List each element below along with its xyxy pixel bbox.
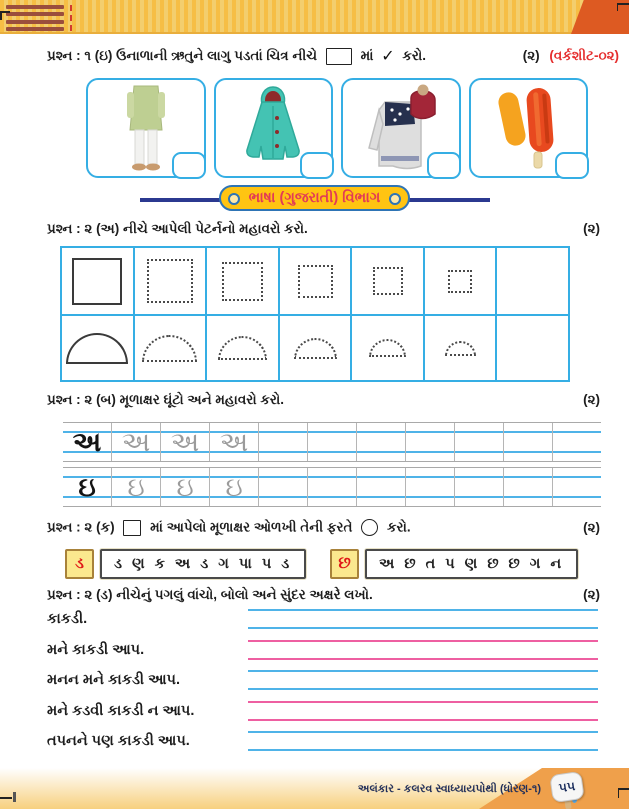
writing-blank-lines[interactable] [248,640,598,660]
pattern-cell[interactable] [135,248,208,314]
question-2b-text: પ્રશ્ન : ૨ (બ) મૂળાક્ષર ઘૂંટો અને મહાવરો કરો. [47,392,284,407]
marks-badge: (૨) [583,392,600,407]
section-banner-pill [219,185,411,211]
empty-trace-cell[interactable] [504,423,553,461]
letter-strip[interactable]: અ છ ત પ ણ છ છ ગ ન [365,549,578,579]
empty-trace-cell[interactable] [308,468,357,506]
writing-row [45,670,598,690]
crop-mark [0,11,2,20]
question-2d-text: પ્રશ્ન : ૨ (ડ) નીચેનું પગલું વાંચો, બોલો અને સુંદર અક્ષરે લખો. [47,587,373,602]
question-2k-text [47,519,411,536]
question-2k-suffix: કરો. [387,519,411,535]
model-letter: ઇ [63,468,112,506]
question-2k-prefix: પ્રશ્ન : ૨ (ક) [47,519,115,535]
crop-mark [618,788,620,798]
check-icon: ✓ [381,48,395,65]
writing-prompt: મને કાકડી આપ. [47,641,145,658]
crop-mark [617,3,619,11]
circle-icon [361,519,378,536]
section-banner [0,185,629,215]
picture-box-ice-candy [469,78,589,178]
dotted-semicircle-shape [218,336,267,360]
letter-strip[interactable]: ડ ણ ક અ ડ ગ પા પ ડ [100,549,306,579]
pattern-cell [62,316,135,380]
pattern-practice-table [60,246,570,382]
pattern-cell [62,248,135,314]
writing-prompt: કાકડી. [47,611,88,627]
empty-trace-cell[interactable] [553,468,601,506]
empty-trace-cell[interactable] [406,423,455,461]
writing-row [45,731,598,751]
traced-letter[interactable]: અ [112,423,161,461]
letter-search-group-da [65,549,306,579]
section-banner-title: ભાષા (ગુજરાતી) વિભાગ [248,190,381,206]
writing-blank-lines[interactable] [248,701,598,721]
kurta-pajama-illustration [110,84,182,172]
pattern-cell[interactable] [207,248,280,314]
solid-semicircle-shape [66,333,128,364]
letter-tracing-row-i[interactable] [63,467,601,507]
target-letter-box: છ [330,549,359,579]
traced-letter[interactable]: ઇ [210,468,259,506]
binding-bars-decoration [6,5,72,31]
empty-trace-cell[interactable] [504,468,553,506]
writing-prompt: મનન મને કાકડી આપ. [47,672,180,688]
question-2a-row [47,221,600,237]
pattern-cell[interactable] [352,316,425,380]
pattern-cell[interactable] [425,316,498,380]
question-1-prefix: પ્રશ્ન : ૧ (ઇ) ઉનાળાની ઋતુને લાગુ પડતાં ચિત્ર નીચે [47,48,318,63]
traced-letter[interactable]: ઇ [161,468,210,506]
picture-box-kurta-pajama [86,78,206,178]
traced-letter[interactable]: અ [210,423,259,461]
marks-badge: (૨) [522,48,540,63]
writing-prompt: મને કડવી કાકડી ન આપ. [47,702,195,719]
semicircle-pattern-row [62,314,568,380]
pattern-cell[interactable] [280,248,353,314]
writing-blank-lines[interactable] [248,731,598,751]
marks-badge: (૨) [583,221,600,236]
question-2d-row [47,587,600,603]
pattern-cell[interactable] [135,316,208,380]
letter-tracing-row-a[interactable] [63,422,601,462]
pattern-cell[interactable] [425,248,498,314]
empty-trace-cell[interactable] [357,423,406,461]
writing-row [45,640,598,660]
question-1-right [523,48,619,64]
writing-blank-lines[interactable] [248,670,598,690]
traced-letter[interactable]: ઇ [112,468,161,506]
question-1-text [47,46,426,66]
writing-prompt: તપનને પણ કાકડી આપ. [47,733,190,749]
empty-trace-cell[interactable] [357,468,406,506]
top-right-orange-block [571,0,629,34]
dotted-square-shape [373,267,403,295]
crop-mark [0,11,10,13]
writing-row [45,609,598,629]
question-2k-row [47,519,600,536]
empty-trace-cell[interactable] [259,423,308,461]
pattern-cell-empty[interactable] [497,248,568,314]
empty-trace-cell[interactable] [259,468,308,506]
clothing-picture-row [86,78,588,178]
dotted-semicircle-shape [369,339,406,357]
dotted-semicircle-shape [142,335,197,362]
writing-blank-lines[interactable] [248,609,598,629]
crop-mark [0,797,12,799]
dotted-square-shape [448,270,472,293]
pattern-cell[interactable] [352,248,425,314]
writing-row [45,701,598,721]
target-letter-box: ડ [65,549,94,579]
crop-mark [13,792,16,802]
book-title-footer: અલંકાર - કલરવ સ્વાધ્યાયપોથી (ધોરણ-૧) [357,783,541,795]
top-decoration-band [0,0,629,34]
empty-trace-cell[interactable] [308,423,357,461]
solid-square-shape [72,258,122,305]
answer-checkbox[interactable] [555,152,589,179]
checkbox-icon [123,520,141,536]
dotted-square-shape [222,262,263,301]
letter-search-group-chha [330,549,578,579]
picture-box-raincoat [214,78,334,178]
page-number-badge: ૫૫ [549,771,585,803]
empty-trace-cell[interactable] [455,468,504,506]
answer-checkbox[interactable] [172,152,206,179]
answer-checkbox[interactable] [427,152,461,179]
marks-badge: (૨) [583,519,600,535]
dotted-semicircle-shape [294,338,337,359]
empty-trace-cell[interactable] [455,423,504,461]
question-1-row [47,46,619,66]
pattern-cell[interactable] [280,316,353,380]
empty-trace-cell[interactable] [553,423,601,461]
handwriting-practice-area [45,609,598,762]
picture-box-sweater [341,78,461,178]
question-2a-text: પ્રશ્ન : ૨ (અ) નીચે આપેલી પેટર્નનો મહાવરો કરો. [47,221,308,236]
traced-letter[interactable]: અ [161,423,210,461]
pattern-cell-empty[interactable] [497,316,568,380]
worksheet-reference: (વર્કશીટ-૦૨) [549,48,619,63]
question-1-suffix: કરો. [402,48,427,63]
crop-mark [617,3,629,5]
question-2k-mid: માં આપેલો મૂળાક્ષર ઓળખી તેની ફરતે [150,519,353,535]
dotted-square-shape [147,259,193,303]
pattern-cell[interactable] [207,316,280,380]
checkbox-icon [326,48,352,65]
model-letter: અ [63,423,112,461]
dotted-square-shape [298,265,333,298]
question-2b-row [47,392,600,408]
question-1-mid: માં [360,48,374,63]
square-pattern-row [62,248,568,314]
answer-checkbox[interactable] [300,152,334,179]
marks-badge: (૨) [583,587,600,602]
dotted-semicircle-shape [445,341,476,356]
empty-trace-cell[interactable] [406,468,455,506]
crop-mark [619,788,629,790]
